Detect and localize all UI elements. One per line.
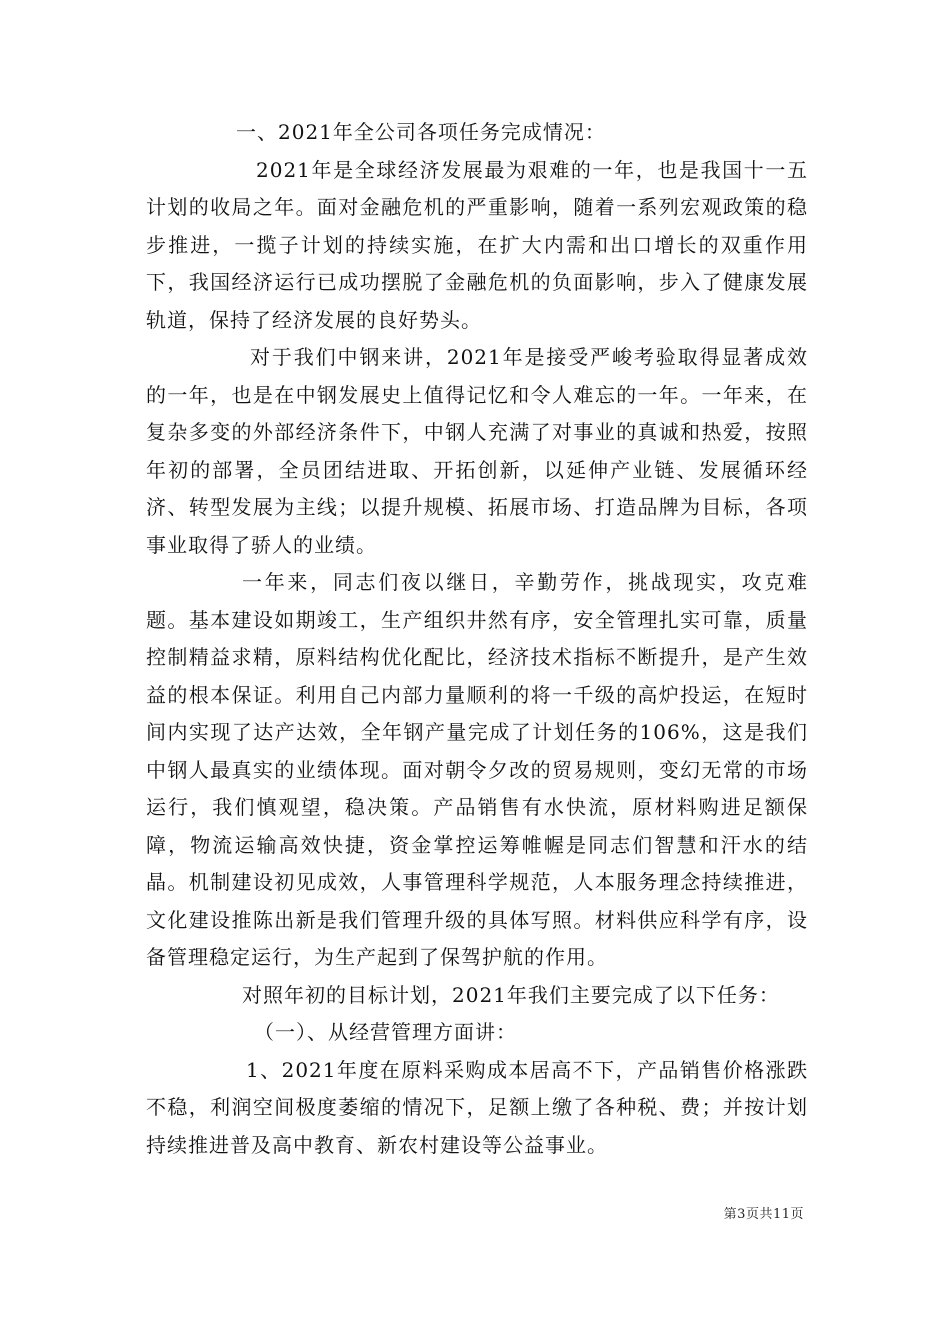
paragraph-item-1: 1、2021年度在原料采购成本居高不下，产品销售价格涨跌不稳，利润空间极度萎缩的情况下，足额上缴了各种税、费；并按计划持续推进普及高中教育、新农村建设等公益事业。 bbox=[146, 1057, 808, 1157]
paragraph-task-intro: 对照年初的目标计划，2021年我们主要完成了以下任务： bbox=[242, 982, 780, 1007]
page-number-footer: 第3页共11页 bbox=[723, 1207, 804, 1222]
paragraph-achievements: 一年来，同志们夜以继日，辛勤劳作，挑战现实，攻克难题。基本建设如期竣工，生产组织井然有序，安全管理扎实可靠，质量控制精益求精，原料结构优化配比，经济技术指标不断提升，是产生效益的根本保证。利用自己内部力量顺利的将一千级的高炉投运，在短时间内实现了达产达效，全年钢产量完成了计划任务的106%，这是我们中钢人最真实的业绩体现。面对朝令夕改的贸易规则，变幻无常的市场运行，我们慎观望，稳决策。产品销售有水快流，原材料购进足额保障，物流运输高效快捷，资金掌控运筹帷幄是同志们智慧和汗水的结晶。机制建设初见成效，人事管理科学规范，人本服务理念持续推进，文化建设推陈出新是我们管理升级的具体写照。材料供应科学有序，设备管理稳定运行，为生产起到了保驾护航的作用。 bbox=[146, 570, 808, 969]
sub-heading-management: （一）、从经营管理方面讲： bbox=[254, 1020, 517, 1044]
paragraph-economy-overview: 2021年是全球经济发展最为艰难的一年，也是我国十一五计划的收局之年。面对金融危机的严重影响，随着一系列宏观政策的稳步推进，一揽子计划的持续实施，在扩大内需和出口增长的双重作用下，我国经济运行已成功摆脱了金融危机的负面影响，步入了健康发展轨道，保持了经济发展的良好势头。 bbox=[146, 157, 808, 332]
paragraph-company-year: 对于我们中钢来讲，2021年是接受严峻考验取得显著成效的一年，也是在中钢发展史上值得记忆和令人难忘的一年。一年来，在复杂多变的外部经济条件下，中钢人充满了对事业的真诚和热爱，按照年初的部署，全员团结进取、开拓创新，以延伸产业链、发展循环经济、转型发展为主线；以提升规模、拓展市场、打造品牌为目标，各项事业取得了骄人的业绩。 bbox=[146, 345, 808, 557]
section-heading: 一、2021年全公司各项任务完成情况： bbox=[236, 120, 606, 144]
document-body bbox=[146, 114, 808, 1164]
